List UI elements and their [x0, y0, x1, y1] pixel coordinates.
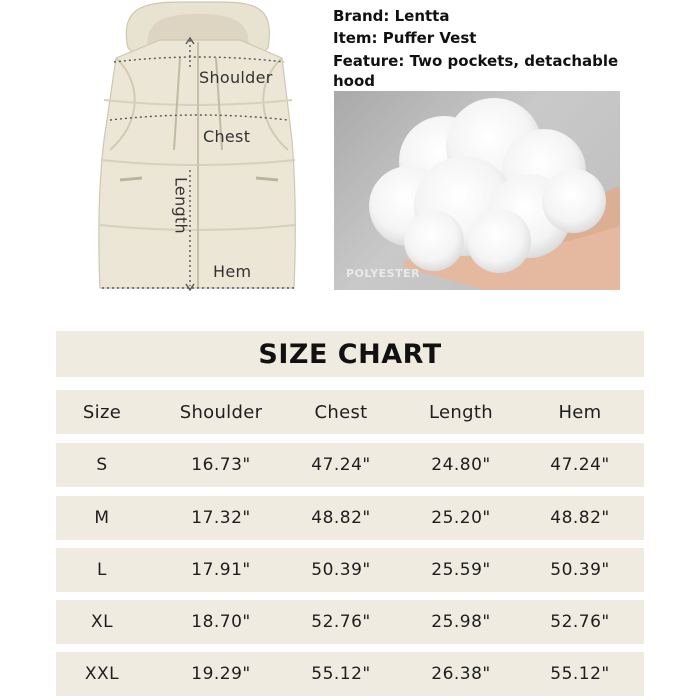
hem-cell: 48.82" [550, 508, 610, 528]
hem-cell: 55.12" [550, 664, 610, 684]
chest-cell: 52.76" [311, 612, 371, 632]
chest-cell: 55.12" [311, 664, 371, 684]
product-info [333, 5, 693, 91]
size-cell: M [94, 508, 110, 528]
table-row [56, 496, 644, 540]
shoulder-cell: 16.73" [191, 455, 251, 475]
cloud-illustration [334, 91, 620, 290]
vest-illustration [70, 0, 330, 300]
size-cell: L [97, 560, 107, 580]
size-cell: XXL [84, 664, 120, 684]
shoulder-cell: 18.70" [191, 612, 251, 632]
shoulder-cell: 19.29" [191, 664, 251, 684]
polyester-filling-photo [334, 91, 620, 290]
hem-measure-label: Hem [213, 262, 252, 281]
shoulder-measure-label: Shoulder [199, 68, 273, 87]
feature-text-line1: Feature: Two pockets, detachable [333, 52, 619, 70]
column-header-length: Length [429, 401, 493, 423]
chest-measure-label: Chest [203, 127, 251, 146]
hem-cell: 50.39" [550, 560, 610, 580]
length-cell: 24.80" [431, 455, 491, 475]
chest-cell: 50.39" [311, 560, 371, 580]
feature-text [333, 51, 693, 91]
hem-cell: 52.76" [550, 612, 610, 632]
item-text: Item: Puffer Vest [333, 29, 477, 47]
column-header-shoulder: Shoulder [179, 401, 263, 423]
table-row [56, 600, 644, 644]
brand-text: Brand: Lentta [333, 7, 450, 25]
length-cell: 25.98" [431, 612, 491, 632]
hem-cell: 47.24" [550, 455, 610, 475]
column-header-chest: Chest [314, 401, 368, 423]
size-cell: S [96, 455, 108, 475]
length-cell: 25.20" [431, 508, 491, 528]
table-row [56, 443, 644, 487]
size-chart-title: SIZE CHART [258, 338, 442, 370]
feature-text-line2: hood [333, 72, 376, 90]
size-chart-header-row [56, 390, 644, 434]
size-cell: XL [90, 612, 114, 632]
table-row [56, 652, 644, 696]
shoulder-cell: 17.32" [191, 508, 251, 528]
length-measure-label: Length [171, 177, 191, 234]
chest-cell: 48.82" [311, 508, 371, 528]
column-header-size: Size [82, 401, 122, 423]
polyester-label: POLYESTER [346, 267, 421, 280]
length-cell: 25.59" [431, 560, 491, 580]
table-row [56, 548, 644, 592]
length-cell: 26.38" [431, 664, 491, 684]
shoulder-cell: 17.91" [191, 560, 251, 580]
chest-cell: 47.24" [311, 455, 371, 475]
size-chart-title-bar [56, 331, 644, 377]
column-header-hem: Hem [558, 401, 602, 423]
